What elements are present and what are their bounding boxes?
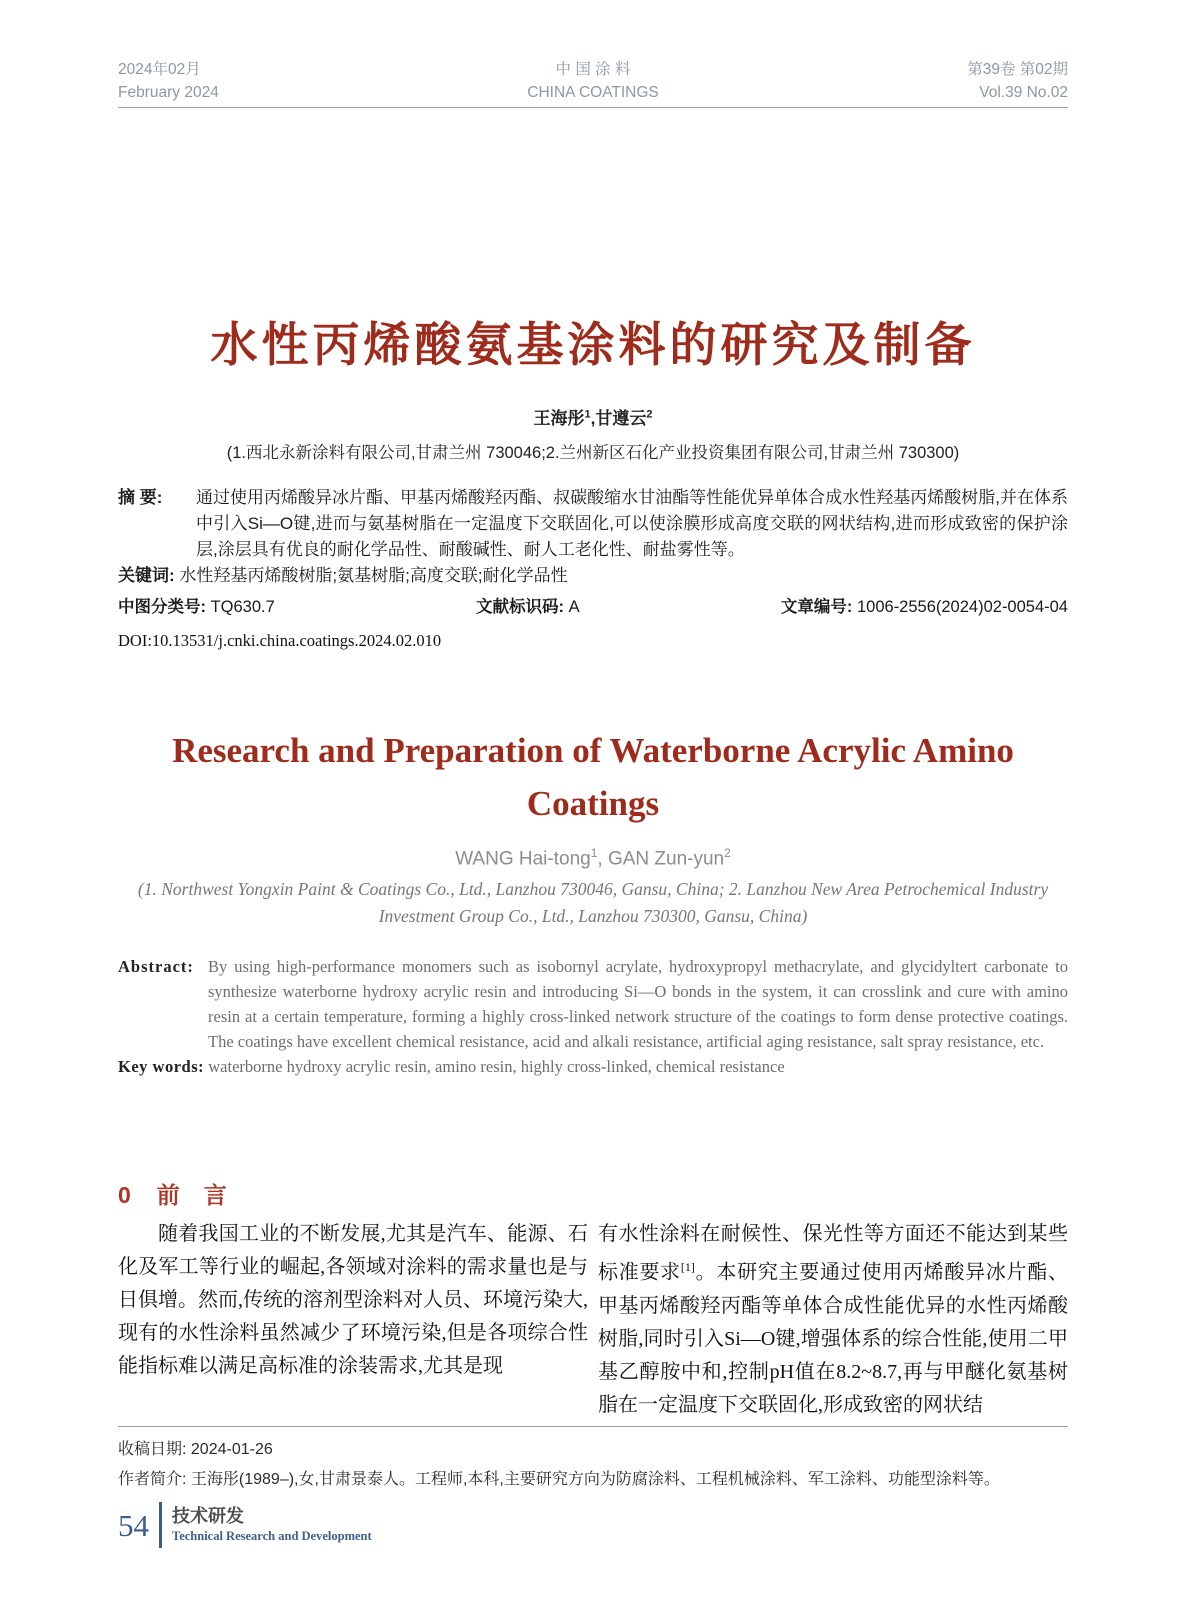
doi: DOI:10.13531/j.cnki.china.coatings.2024.02.010	[118, 631, 442, 650]
author-1-cn: 王海彤	[533, 409, 585, 428]
author-2-cn: 甘遵云	[595, 409, 647, 428]
section-0-number: 0	[118, 1182, 131, 1209]
article-title-en-line2: Coatings	[526, 784, 660, 823]
author-2-affil-mark: 2	[646, 408, 653, 421]
issue-date-en: February 2024	[118, 84, 219, 101]
body-column-right	[598, 1218, 1068, 1422]
affiliations-en-line2: Investment Group Co., Ltd., Lanzhou 730300, Gansu, China)	[378, 906, 808, 927]
authors-cn	[118, 404, 1068, 429]
author-2-en-affil-mark: 2	[724, 846, 731, 860]
author-separator: ,	[590, 409, 596, 428]
section-0-heading	[118, 1177, 1068, 1210]
classification-row	[118, 594, 1068, 620]
affiliations-en	[118, 876, 1068, 930]
author-bio: 王海彤(1989–),女,甘肃景泰人。工程师,本科,主要研究方向为防腐涂料、工程机械涂料、军工涂料、功能型涂料等。	[190, 1470, 1000, 1488]
body-column-left	[118, 1218, 588, 1422]
author-2-en: GAN Zun-yun	[607, 848, 725, 870]
keywords-text-cn: 水性羟基丙烯酸树脂;氨基树脂;高度交联;耐化学品性	[179, 566, 568, 585]
header-volume-issue	[967, 58, 1068, 104]
journal-name-en: CHINA COATINGS	[527, 84, 659, 101]
journal-name-cn: 中 国 涂 料	[555, 61, 631, 78]
header-divider	[118, 107, 1068, 108]
volume-issue-cn: 第39卷 第02期	[967, 61, 1068, 78]
volume-issue-en: Vol.39 No.02	[979, 84, 1068, 101]
abstract-label-cn: 摘 要:	[118, 488, 163, 507]
keywords-label-cn: 关键词:	[118, 566, 175, 585]
footer-section-en: Technical Research and Development	[172, 1529, 372, 1543]
page-footer	[118, 1502, 372, 1548]
document-code: 文献标识码: A	[476, 598, 580, 616]
footer-section	[172, 1505, 372, 1545]
abstract-block-en	[118, 954, 1068, 1079]
footer-divider-bar	[159, 1502, 162, 1548]
author-1-en: WANG Hai-tong	[455, 848, 591, 870]
affiliations-en-line1: (1. Northwest Yongxin Paint & Coatings Co., Ltd., Lanzhou 730046, Gansu, China; 2. Lanzhou New Area Petrochemical Industry	[137, 879, 1049, 900]
journal-header	[118, 58, 1068, 104]
abstract-text-cn: 通过使用丙烯酸异冰片酯、甲基丙烯酸羟丙酯、叔碳酸缩水甘油酯等性能优异单体合成水性羟基丙烯酸树脂,并在体系中引入Si—O键,进而与氨基树脂在一定温度下交联固化,可以使涂膜形成高度交联的网状结构,进而形成致密的保护涂层,涂层具有优良的耐化学品性、耐酸碱性、耐人工老化性、耐盐雾性等。	[196, 488, 1068, 559]
reference-1-mark: [1]	[680, 1260, 695, 1275]
issue-date-cn: 2024年02月	[118, 61, 201, 78]
keywords-text-en: waterborne hydroxy acrylic resin, amino resin, highly cross-linked, chemical resistance	[208, 1057, 785, 1077]
body-columns	[118, 1218, 1068, 1422]
abstract-text-en: By using high-performance monomers such as isobornyl acrylate, hydroxypropyl methacrylate, and glycidyltert carbonate to synthesize waterborne hydroxy acrylic resin and introducing Si—O bonds in the system, it can crosslink and cure with amino resin at a certain temperature, forming a highly cross-linked network structure of the coatings to form dense protective coatings. The coatings have excellent chemical resistance, acid and alkali resistance, artificial aging resistance, salt spray resistance, etc.	[208, 957, 1068, 1052]
article-title-en-line1: Research and Preparation of Waterborne Acrylic Amino	[172, 731, 1014, 770]
received-date: 2024-01-26	[190, 1440, 273, 1458]
clc-number: 中图分类号: TQ630.7	[118, 598, 275, 616]
keywords-row-en	[118, 1054, 1068, 1079]
authors-en	[118, 846, 1068, 870]
footnote-block	[118, 1435, 1068, 1495]
received-date-line: 收稿日期: 2024-01-26	[118, 1440, 273, 1458]
article-title-en	[118, 724, 1068, 830]
article-id: 文章编号: 1006-2556(2024)02-0054-04	[780, 598, 1068, 616]
abstract-row-en	[118, 954, 1068, 1054]
author-1-en-affil-mark: 1	[590, 846, 598, 860]
abstract-block-cn	[118, 485, 1068, 654]
body-paragraph-right: 有水性涂料在耐候性、保光性等方面还不能达到某些标准要求[1]。本研究主要通过使用丙烯酸异冰片酯、甲基丙烯酸羟丙酯等单体合成性能优异的水性丙烯酸树脂,同时引入Si—O键,增强体系的综合性能,使用二甲基乙醇胺中和,控制pH值在8.2~8.7,再与甲醚化氨基树脂在一定温度下交联固化,形成致密的网状结	[598, 1223, 1069, 1416]
author-en-separator: ,	[597, 848, 608, 870]
keywords-row-cn	[118, 563, 1068, 589]
author-bio-line: 作者简介: 王海彤(1989–),女,甘肃景泰人。工程师,本科,主要研究方向为防腐涂料、工程机械涂料、军工涂料、功能型涂料等。	[118, 1470, 1000, 1488]
header-issue-date	[118, 58, 219, 104]
abstract-row-cn	[118, 485, 1068, 563]
footer-section-cn: 技术研发	[172, 1506, 244, 1526]
abstract-label-en: Abstract:	[118, 957, 194, 977]
section-0-title: 前言	[156, 1182, 251, 1209]
page-number: 54	[118, 1507, 149, 1543]
author-1-affil-mark: 1	[584, 408, 591, 421]
footnote-divider	[118, 1426, 1068, 1427]
keywords-label-en: Key words:	[118, 1057, 205, 1077]
affiliations-cn: (1.西北永新涂料有限公司,甘肃兰州 730046;2.兰州新区石化产业投资集团有限公司,甘肃兰州 730300)	[226, 444, 960, 462]
header-journal-name	[527, 58, 658, 104]
body-paragraph-left: 随着我国工业的不断发展,尤其是汽车、能源、石化及军工等行业的崛起,各领域对涂料的需求量也是与日俱增。然而,传统的溶剂型涂料对人员、环境污染大,现有的水性涂料虽然减少了环境污染,但是各项综合性能指标难以满足高标准的涂装需求,尤其是现	[118, 1223, 588, 1378]
article-title-cn: 水性丙烯酸氨基涂料的研究及制备	[210, 318, 976, 371]
